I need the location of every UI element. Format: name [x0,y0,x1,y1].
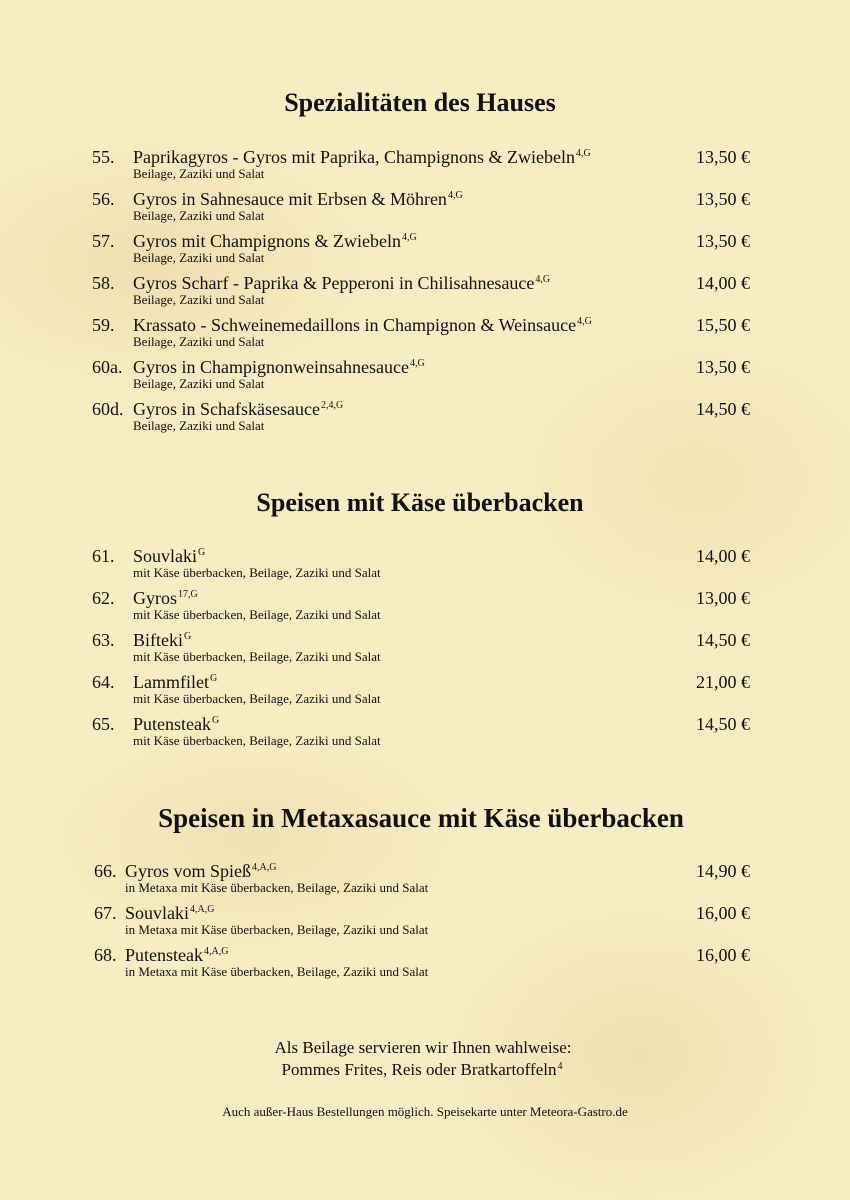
allergen-code: 4,G [575,148,591,159]
item-name-text: Gyros mit Champignons & Zwiebeln [133,231,401,251]
allergen-code: 4,G [409,358,425,369]
item-description: in Metaxa mit Käse überbacken, Beilage, Zaziki und Salat [125,880,429,895]
item-name-text: Paprikagyros - Gyros mit Paprika, Champignons & Zwiebeln [133,147,575,167]
item-price: 13,50 € [696,357,750,377]
item-number: 63. [92,630,115,650]
item-name-text: Putensteak [125,945,203,965]
section-title-kaese-ueberbacken: Speisen mit Käse überbacken [256,488,584,517]
menu-item [0,354,850,396]
item-description: Beilage, Zaziki und Salat [133,376,265,391]
item-description: Beilage, Zaziki und Salat [133,166,265,181]
item-description: mit Käse überbacken, Beilage, Zaziki und Salat [133,565,381,580]
allergen-code: 4,A,G [190,904,215,915]
menu-item-line [0,228,850,254]
item-number: 62. [92,588,115,608]
item-price: 13,50 € [696,189,750,209]
allergen-code: 4,G [401,232,417,243]
menu-item-line [0,669,850,695]
menu-item-line [0,396,850,422]
item-name-text: Gyros in Schafskäsesauce [133,399,320,419]
item-price: 14,00 € [696,273,750,293]
menu-item-line [0,585,850,611]
item-name-text: Gyros in Sahnesauce mit Erbsen & Möhren [133,189,447,209]
allergen-code: G [209,673,218,684]
menu-item-line [0,270,850,296]
item-number: 61. [92,546,115,566]
item-description: in Metaxa mit Käse überbacken, Beilage, Zaziki und Salat [125,922,429,937]
allergen-code: 17,G [178,589,198,600]
menu-item [0,144,850,186]
menu-item-line [0,144,850,170]
item-name-text: Gyros [133,588,177,608]
item-name-text: Gyros vom Spieß [125,861,251,881]
item-number: 67. [94,903,117,923]
item-price: 16,00 € [696,945,750,965]
item-price: 13,50 € [696,231,750,251]
menu-item [0,312,850,354]
item-price: 14,50 € [696,630,750,650]
menu-item [0,669,850,711]
item-number: 59. [92,315,115,335]
item-description: in Metaxa mit Käse überbacken, Beilage, Zaziki und Salat [125,964,429,979]
item-description: mit Käse überbacken, Beilage, Zaziki und Salat [133,691,381,706]
allergen-code: 4 [557,1061,563,1072]
item-number: 68. [94,945,117,965]
allergen-code: G [212,715,220,726]
item-name-text: Souvlaki [133,546,198,566]
item-price: 14,50 € [696,399,750,419]
menu-item [0,228,850,270]
item-price: 14,90 € [696,861,750,881]
item-number: 56. [92,189,115,209]
item-price: 13,50 € [696,147,750,167]
allergen-code: G [198,547,206,558]
item-description: Beilage, Zaziki und Salat [133,334,265,349]
menu-item-line [0,627,850,653]
menu-item [0,942,850,984]
menu-item [0,396,850,438]
section-title-metaxasauce: Speisen in Metaxasauce mit Käse überbacken [158,803,684,833]
item-name-text: Souvlaki [125,903,190,923]
item-description: Beilage, Zaziki und Salat [133,292,265,307]
menu-item [0,858,850,900]
menu-item [0,627,850,669]
item-description: Beilage, Zaziki und Salat [133,208,265,223]
allergen-code: G [184,631,192,642]
menu-section-spezialitaeten [0,144,850,438]
menu-item [0,711,850,753]
menu-item-line [0,711,850,737]
item-description: mit Käse überbacken, Beilage, Zaziki und Salat [133,733,381,748]
menu-section-kaese-ueberbacken [0,543,850,753]
item-price: 15,50 € [696,315,750,335]
item-name-text: Bifteki [133,630,183,650]
menu-item [0,543,850,585]
item-price: 14,00 € [696,546,750,566]
menu-section-metaxasauce [0,858,850,984]
item-name-text: Gyros Scharf - Paprika & Pepperoni in Chilisahnesauce [133,273,535,293]
item-number: 55. [92,147,115,167]
allergen-code: 4,G [447,190,463,201]
side-dish-options-text: Pommes Frites, Reis oder Bratkartoffeln [281,1060,557,1079]
side-dish-note: Als Beilage servieren wir Ihnen wahlweise: [274,1038,572,1057]
item-description: Beilage, Zaziki und Salat [133,418,265,433]
menu-item [0,186,850,228]
item-number: 57. [92,231,115,251]
item-name-text: Putensteak [133,714,211,734]
menu-item [0,270,850,312]
item-price: 14,50 € [696,714,750,734]
item-price: 21,00 € [696,672,750,692]
section-title-spezialitaeten: Spezialitäten des Hauses [284,88,556,117]
item-number: 60a. [92,357,123,377]
item-name-text: Krassato - Schweinemedaillons in Champignon & Weinsauce [133,315,577,335]
side-dish-options [0,1059,847,1081]
menu-item [0,585,850,627]
item-number: 58. [92,273,115,293]
item-description: mit Käse überbacken, Beilage, Zaziki und Salat [133,649,381,664]
item-description: mit Käse überbacken, Beilage, Zaziki und Salat [133,607,381,622]
allergen-code: 4,A,G [252,862,277,873]
allergen-code: 2,4,G [320,400,344,411]
item-name-text: Gyros in Champignonweinsahnesauce [133,357,409,377]
item-price: 16,00 € [696,903,750,923]
allergen-code: 4,G [577,316,592,327]
item-number: 66. [94,861,117,881]
allergen-code: 4,A,G [204,946,229,957]
menu-item-line [0,543,850,569]
item-name-text: Lammfilet [133,672,209,692]
menu-item-line [0,186,850,212]
menu-item-line [0,312,850,338]
menu-item [0,900,850,942]
menu-item-line [0,354,850,380]
item-price: 13,00 € [696,588,750,608]
footer-note: Auch außer-Haus Bestellungen möglich. Speisekarte unter Meteora-Gastro.de [222,1104,628,1119]
allergen-code: 4,G [535,274,551,285]
item-description: Beilage, Zaziki und Salat [133,250,265,265]
item-number: 60d. [92,399,124,419]
item-number: 65. [92,714,115,734]
item-number: 64. [92,672,115,692]
